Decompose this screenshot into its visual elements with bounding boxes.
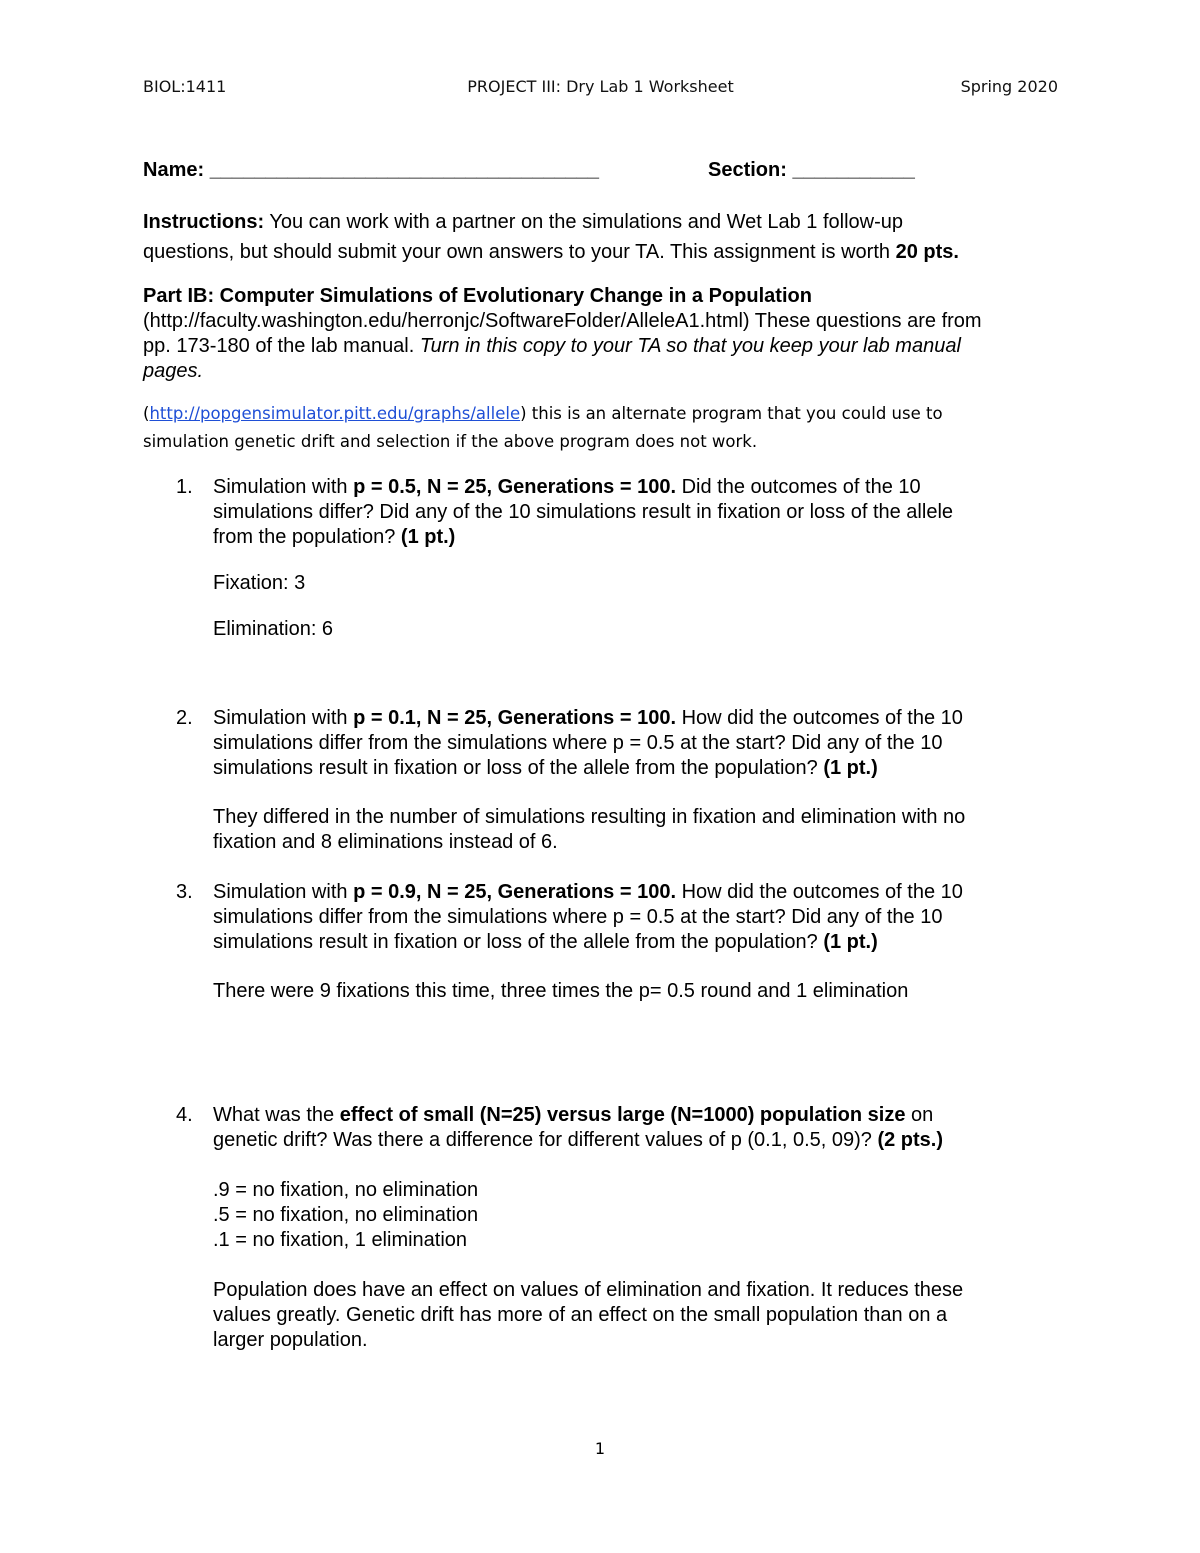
worksheet-body bbox=[143, 158, 1063, 1353]
alt-text-1: ) this is an alternate program that you could use to bbox=[520, 404, 943, 423]
answer-block bbox=[213, 805, 1063, 855]
answer-text: Elimination: 6 bbox=[213, 618, 334, 640]
answer-text: values greatly. Genetic drift has more of an effect on the small population than on a bbox=[213, 1304, 948, 1326]
page-header bbox=[143, 74, 1058, 98]
question-points: (1 pt.) bbox=[823, 757, 878, 779]
question-2 bbox=[143, 706, 1063, 855]
instructions-points: 20 pts bbox=[895, 241, 954, 263]
alternate-program-note bbox=[143, 400, 1063, 456]
part-ib-url-line: (http://faculty.washington.edu/herronjc/SoftwareFolder/AlleleA1.html) These questions are from bbox=[143, 310, 982, 332]
answer-text: Fixation: 3 bbox=[213, 572, 306, 594]
question-text: simulations differ from the simulations where p = 0.5 at the start? Did any of the 10 bbox=[213, 732, 943, 754]
question-number: 4. bbox=[176, 1104, 193, 1126]
course-code: BIOL:1411 bbox=[143, 77, 227, 96]
question-number: 2. bbox=[176, 707, 193, 729]
answer-list bbox=[213, 1178, 1063, 1253]
question-text: simulations differ from the simulations where p = 0.5 at the start? Did any of the 10 bbox=[213, 906, 943, 928]
question-text: Did the outcomes of the 10 bbox=[681, 476, 921, 498]
question-parameters: p = 0.5, N = 25, Generations = 100. bbox=[353, 476, 677, 498]
instructions-label: Instructions: bbox=[143, 211, 265, 233]
question-text: How did the outcomes of the 10 bbox=[681, 707, 963, 729]
question-text: simulations result in fixation or loss of the allele from the population? bbox=[213, 931, 818, 953]
section-label: Section: bbox=[708, 159, 787, 181]
question-text: simulations differ? Did any of the 10 simulations result in fixation or loss of the allele bbox=[213, 501, 954, 523]
section-group bbox=[708, 158, 915, 183]
question-1 bbox=[143, 475, 1063, 642]
part-ib-section bbox=[143, 284, 1063, 384]
question-text: How did the outcomes of the 10 bbox=[681, 881, 963, 903]
document-title: PROJECT III: Dry Lab 1 Worksheet bbox=[467, 77, 734, 96]
instructions-period: . bbox=[953, 241, 959, 263]
answer-list-item: .9 = no fixation, no elimination bbox=[213, 1179, 479, 1201]
part-ib-turn-in-note-end: pages. bbox=[143, 360, 204, 382]
answer-text: Population does have an effect on values of elimination and fixation. It reduces these bbox=[213, 1279, 964, 1301]
term-label: Spring 2020 bbox=[960, 77, 1058, 96]
question-text: Simulation with bbox=[213, 476, 348, 498]
answer-text: There were 9 fixations this time, three times the p= 0.5 round and 1 elimination bbox=[213, 980, 909, 1002]
question-3 bbox=[143, 880, 1063, 1004]
instructions-text-1: You can work with a partner on the simulations and Wet Lab 1 follow-up bbox=[269, 211, 904, 233]
question-points: (1 pt.) bbox=[400, 526, 456, 548]
question-text: Simulation with bbox=[213, 707, 348, 729]
question-number: 3. bbox=[176, 881, 193, 903]
question-text: on bbox=[911, 1104, 934, 1126]
answer-list-item: .5 = no fixation, no elimination bbox=[213, 1204, 479, 1226]
question-text: Simulation with bbox=[213, 881, 348, 903]
instructions-paragraph bbox=[143, 207, 1063, 267]
question-parameters: effect of small (N=25) versus large (N=1000) population size bbox=[339, 1104, 906, 1126]
answer-block bbox=[213, 1278, 1063, 1353]
question-number: 1. bbox=[176, 476, 193, 498]
name-label: Name: bbox=[143, 159, 205, 181]
question-points: (1 pt.) bbox=[823, 931, 878, 953]
page-number: 1 bbox=[594, 1439, 606, 1458]
part-ib-heading: Part IB: Computer Simulations of Evolutionary Change in a Population bbox=[143, 285, 812, 307]
answer-text: fixation and 8 eliminations instead of 6. bbox=[213, 831, 558, 853]
name-section-row bbox=[143, 158, 1063, 184]
answer-text: They differed in the number of simulations resulting in fixation and elimination with no bbox=[213, 806, 966, 828]
question-list bbox=[143, 475, 1063, 1353]
answer-text: larger population. bbox=[213, 1329, 368, 1351]
popgen-simulator-link[interactable]: http://popgensimulator.pitt.edu/graphs/allele bbox=[149, 404, 521, 423]
part-ib-pages: pp. 173-180 of the lab manual. bbox=[143, 335, 415, 357]
question-text: What was the bbox=[213, 1104, 335, 1126]
question-parameters: p = 0.1, N = 25, Generations = 100. bbox=[353, 707, 677, 729]
question-parameters: p = 0.9, N = 25, Generations = 100. bbox=[353, 881, 677, 903]
instructions-text-2: questions, but should submit your own answers to your TA. This assignment is worth bbox=[143, 241, 891, 263]
question-points: (2 pts.) bbox=[877, 1129, 944, 1151]
part-ib-turn-in-note: Turn in this copy to your TA so that you keep your lab manual bbox=[419, 335, 961, 357]
question-text: genetic drift? Was there a difference for different values of p (0.1, 0.5, 09)? bbox=[213, 1129, 872, 1151]
question-text: simulations result in fixation or loss of the allele from the population? bbox=[213, 757, 818, 779]
section-field[interactable]: ___________ bbox=[792, 159, 915, 181]
question-4 bbox=[143, 1103, 1063, 1353]
name-field[interactable]: ___________________________________ bbox=[209, 159, 600, 181]
alt-open-paren: ( bbox=[143, 404, 150, 423]
question-text: from the population? bbox=[213, 526, 396, 548]
alt-text-2: simulation genetic drift and selection if the above program does not work. bbox=[143, 432, 758, 451]
answer-list-item: .1 = no fixation, 1 elimination bbox=[213, 1229, 468, 1251]
